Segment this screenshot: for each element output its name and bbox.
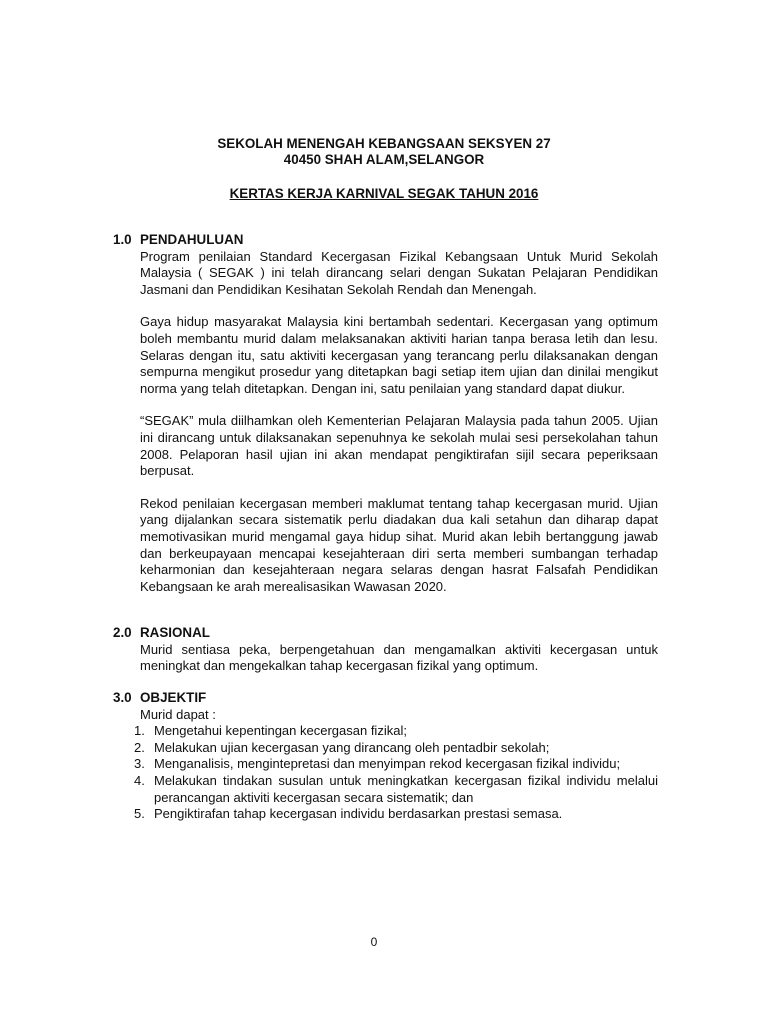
paragraph: Gaya hidup masyarakat Malaysia kini bertambah sedentari. Kecergasan yang optimum boleh membantu murid dalam melaksanakan aktiviti harian tanpa berasa letih dan lesu. Selaras dengan itu, satu aktiviti kecergasan yang terancang perlu dilaksanakan dengan sempurna mengikut prosedur yang ditetapkan bagi setiap item ujian dan dinilai mengikut norma yang telah ditetapkan. Dengan ini, satu penilaian yang standard dapat diukur. bbox=[140, 314, 658, 396]
section-number: 1.0 bbox=[113, 232, 132, 247]
objective-list bbox=[134, 723, 658, 823]
section-rasional bbox=[113, 625, 658, 675]
section-pendahuluan bbox=[113, 232, 658, 595]
section-heading bbox=[113, 625, 658, 642]
paragraph: “SEGAK” mula diilhamkan oleh Kementerian Pelajaran Malaysia pada tahun 2005. Ujian ini dirancang untuk dilaksanakan sepenuhnya ke sekolah mulai sesi persekolahan tahun 2008. Pelaporan hasil ujian ini akan mendapat pengiktirafan sijil secara peperiksaan berpusat. bbox=[140, 413, 658, 479]
list-text: Melakukan tindakan susulan untuk meningkatkan kecergasan fizikal individu melalui perancangan aktiviti kecergasan secara sistematik; dan bbox=[154, 772, 658, 805]
page-number: 0 bbox=[370, 935, 378, 949]
section-objektif bbox=[113, 690, 658, 823]
list-item bbox=[134, 723, 658, 740]
list-number: 3. bbox=[134, 756, 145, 772]
paragraph: Murid sentiasa peka, berpengetahuan dan mengamalkan aktiviti kecergasan untuk meningkat dan mengekalkan tahap kecergasan fizikal yang optimum. bbox=[140, 641, 658, 674]
list-number: 4. bbox=[134, 772, 145, 788]
document-title: KERTAS KERJA KARNIVAL SEGAK TAHUN 2016 bbox=[229, 186, 539, 201]
section-title: OBJEKTIF bbox=[140, 690, 207, 705]
section-number: 2.0 bbox=[113, 625, 132, 640]
list-item bbox=[134, 806, 658, 823]
list-number: 2. bbox=[134, 739, 145, 755]
section-title: PENDAHULUAN bbox=[140, 232, 244, 247]
list-text: Mengetahui kepentingan kecergasan fizikal; bbox=[154, 723, 407, 739]
section-number: 3.0 bbox=[113, 690, 132, 705]
section-heading bbox=[113, 690, 658, 707]
school-header bbox=[0, 136, 768, 168]
school-address: 40450 SHAH ALAM,SELANGOR bbox=[283, 152, 485, 167]
paragraph: Rekod penilaian kecergasan memberi maklumat tentang tahap kecergasan murid. Ujian yang dijalankan secara sistematik perlu diadakan dua kali setahun dan diharap dapat memotivasikan murid mengamal gaya hidup sihat. Murid akan lebih bertanggung jawab dan berkeupayaan mencapai kesejahteraan diri serta memberi sumbangan terhadap keharmonian dan kesejahteraan negara selaras dengan hasrat Falsafah Pendidikan Kebangsaan ke arah merealisasikan Wawasan 2020. bbox=[140, 495, 658, 594]
paragraph: Program penilaian Standard Kecergasan Fizikal Kebangsaan Untuk Murid Sekolah Malaysia ( SEGAK ) ini telah dirancang selari dengan Sukatan Pelajaran Pendidikan Jasmani dan Pendidikan Kesihatan Sekolah Rendah dan Menengah. bbox=[140, 248, 658, 297]
section-heading bbox=[113, 232, 658, 249]
list-item bbox=[134, 756, 658, 773]
list-number: 1. bbox=[134, 723, 145, 739]
school-name: SEKOLAH MENENGAH KEBANGSAAN SEKSYEN 27 bbox=[217, 136, 551, 151]
objective-intro: Murid dapat : bbox=[140, 706, 216, 722]
list-item bbox=[134, 739, 658, 757]
list-item bbox=[134, 772, 658, 806]
section-title: RASIONAL bbox=[140, 625, 210, 640]
list-number: 5. bbox=[134, 806, 145, 822]
list-text: Menganalisis, mengintepretasi dan menyimpan rekod kecergasan fizikal individu; bbox=[154, 756, 621, 772]
list-text: Melakukan ujian kecergasan yang dirancang oleh pentadbir sekolah; bbox=[154, 739, 550, 755]
list-text: Pengiktirafan tahap kecergasan individu berdasarkan prestasi semasa. bbox=[154, 806, 563, 822]
